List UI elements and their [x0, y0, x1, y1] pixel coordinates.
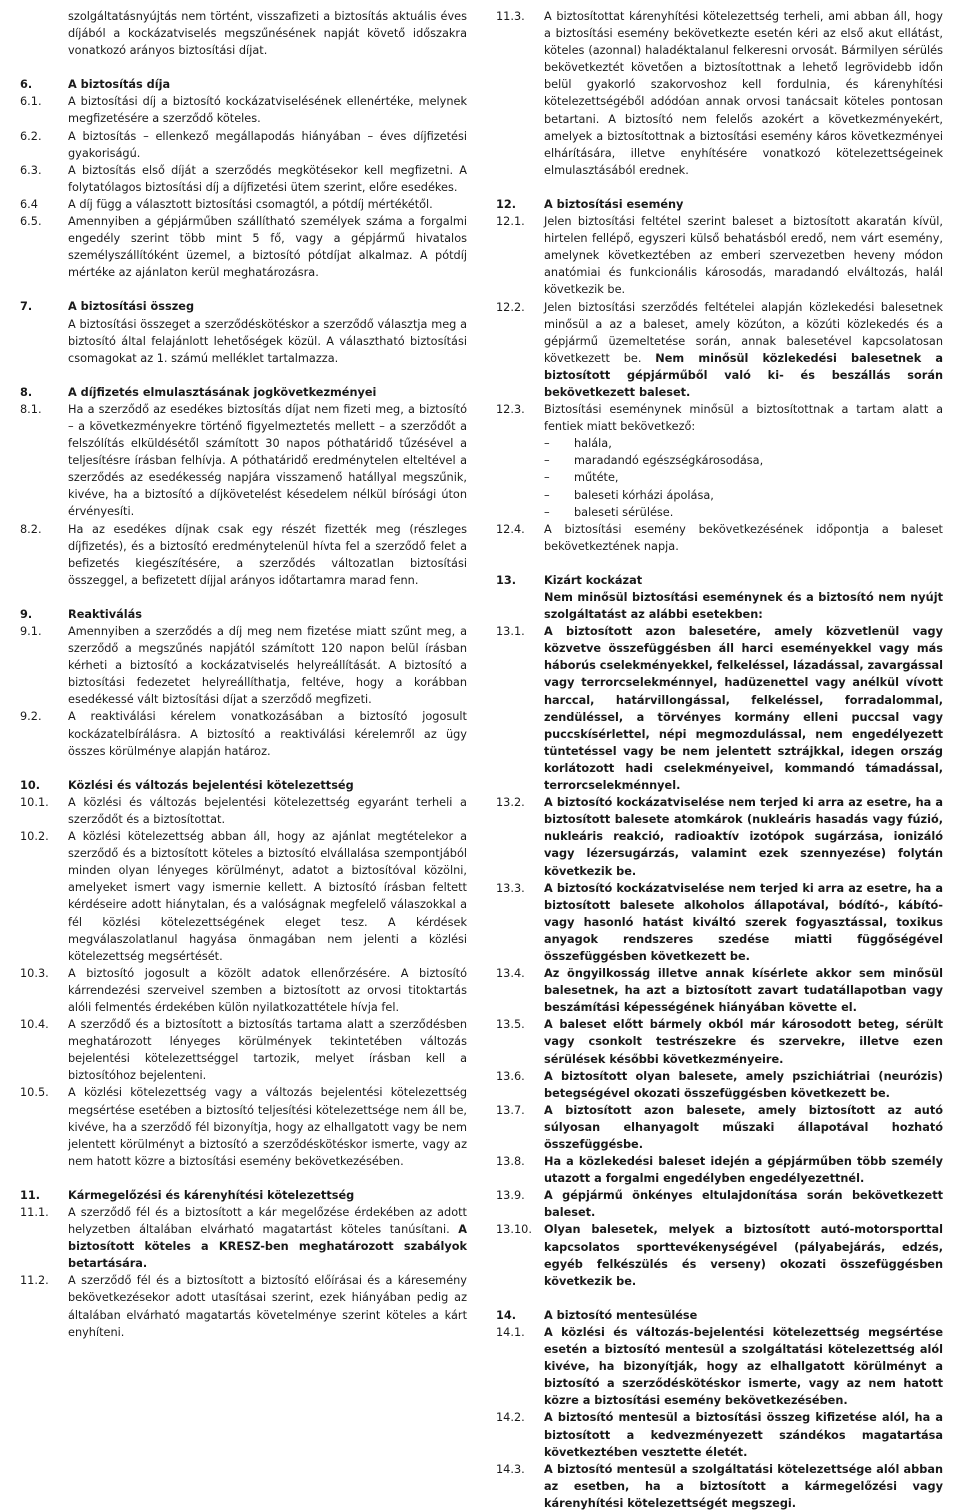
- paragraph-text: Nem minősül biztosítási eseménynek és a biztosító nem nyújt szolgáltatást az alábbi esetekben:: [544, 591, 943, 622]
- paragraph-number: 12.4.: [496, 522, 525, 536]
- list-item: – műtéte,: [544, 469, 943, 486]
- paragraph-intro: [20, 8, 467, 59]
- paragraph-text: A biztosítási esemény bekövetkezésének időpontja a baleset bekövetkeztének napja.: [544, 522, 943, 553]
- paragraph-number: 14.1.: [496, 1325, 525, 1339]
- paragraph-text: A baleset előtt bármely okból már károsodott beteg, sérült vagy csonkolt testrészekre és szervekre, illetve ezen sérülések későbbi következményeire.: [544, 1018, 943, 1066]
- paragraph-text: [68, 1204, 467, 1272]
- dash-bullet-icon: –: [544, 454, 550, 468]
- paragraph-13-3: [496, 880, 943, 965]
- paragraph-text-bold: Nem minősül közlekedési balesetnek a biztosított gépjárműből való ki- és beszállás során bekövetkezett baleset.: [544, 351, 944, 399]
- paragraph-10-3: [20, 965, 467, 1016]
- paragraph-number: 10.5.: [20, 1086, 49, 1100]
- paragraph-13-2: [496, 794, 943, 879]
- paragraph-text: A biztosító mentesül a biztosítási összeg kifizetése alól, ha a biztosított a kedvezményezett szándékos magatartása következtében vesztette életét.: [544, 1411, 943, 1459]
- paragraph-text: A díj függ a választott biztosítási csomagtól, a pótdíj mértékétől.: [68, 197, 433, 211]
- section-number: 8.: [20, 385, 33, 399]
- paragraph-text: A biztosító kockázatviselése nem terjed ki arra az esetre, ha a biztosított balesete atomkárok (nukleáris hasadás vagy fúzió, nukleáris reakció, radioaktív izotópok sugárzása, ionizáló vagy lézersugárzás, valamint ezek szennyezése) folytán következik be.: [544, 796, 943, 878]
- paragraph-11-1: [20, 1204, 467, 1272]
- section-heading-14: [496, 1307, 943, 1324]
- dash-bullet-icon: –: [544, 505, 550, 519]
- section-heading-12: [496, 196, 943, 213]
- paragraph-text: A szerződő és a biztosított a biztosítás tartama alatt a szerződésben meghatározott lényeges körülmények tekintetében változás bejelentési kötelezettséggel tartozik, melyet írásban kell a biztosítóhoz bejelenteni.: [68, 1018, 467, 1083]
- paragraph-text: Olyan balesetek, melyek a biztosított autó-motorsporttal kapcsolatos sporttevékenységével (pályabejárás, edzés, egyéb felkészülés és verseny) okozati összefüggésben következik be.: [544, 1223, 943, 1288]
- paragraph-text: Amennyiben a gépjárműben szállítható személyek száma a forgalmi engedély szerint több mint 5 fő, vagy a gépjármű hivatalos személyszállítóként üzemel, a biztosító pótdíjat alkalmaz. A pótdíj mértéke az ajánlaton kerül meghatározásra.: [68, 215, 467, 280]
- paragraph-11-2: [20, 1272, 467, 1340]
- paragraph-number: [20, 8, 68, 59]
- section-title: Kármegelőzési és kárenyhítési kötelezettség: [68, 1188, 355, 1202]
- paragraph-8-1: [20, 401, 467, 521]
- paragraph-number: 11.2.: [20, 1274, 49, 1288]
- paragraph-text: A biztosított olyan balesete, amely pszichiátriai (neurózis) betegségével okozati összefüggésben következett be.: [544, 1069, 943, 1100]
- paragraph-text: A szerződő fél és a biztosított a biztosító előírásai és a káresemény bekövetkezésekor adott utasításai szerint, ezek hiányában pedig az általában elvárható magatartás követelménye szerint köteles a kárt enyhíteni.: [68, 1274, 467, 1339]
- section-number: 6.: [20, 78, 33, 92]
- paragraph-10-2: [20, 828, 467, 965]
- paragraph-number: 6.2.: [20, 129, 42, 143]
- paragraph-number: 11.1.: [20, 1206, 49, 1219]
- paragraph-11-3: [496, 8, 943, 179]
- paragraph-text-regular: Jelen biztosítási szerződés feltételei alapján közlekedési balesetnek minősül a az a baleset, amely közúton, a közúti közlekedés és a gépjármű üzemeltetése során, annak balesetével kapcsolatosan következett be.: [544, 300, 943, 365]
- section-title: A díjfizetés elmulasztásának jogkövetkezményei: [68, 385, 377, 399]
- paragraph-number: 12.3.: [496, 403, 525, 417]
- paragraph-text: [544, 401, 943, 521]
- section-heading-13: [496, 572, 943, 589]
- paragraph-text-regular: A szerződő fél és a biztosított a kár megelőzése érdekében az adott helyzetben általában elvárható magatartást köteles tanúsítani.: [68, 1206, 467, 1237]
- section-number: 11.: [20, 1188, 41, 1202]
- section-heading-6: [20, 76, 467, 93]
- paragraph-number: 14.2.: [496, 1411, 525, 1425]
- paragraph-text: A biztosító jogosult a közölt adatok ellenőrzésére. A biztosító kárrendezési szerveivel szemben a biztosított az orvosi titoktartás alóli felmentés érdekében külön nyilatkozattétele hívja fel.: [68, 966, 467, 1014]
- list-item: – baleseti kórházi ápolása,: [544, 487, 943, 504]
- section-number: 10.: [20, 778, 41, 792]
- paragraph-number: 13.8.: [496, 1155, 525, 1169]
- paragraph-10-4: [20, 1016, 467, 1084]
- paragraph-13-10: [496, 1221, 943, 1289]
- paragraph-number: 14.3.: [496, 1462, 525, 1476]
- paragraph-number: 6.3.: [20, 163, 42, 177]
- paragraph-13-6: [496, 1068, 943, 1102]
- paragraph-number: 6.4: [20, 197, 38, 211]
- paragraph-text: A biztosítás első díját a szerződés megkötésekor kell megfizetni. A folytatólagos biztosítási díj a díjfizetési ütem szerint, előre esedékes.: [68, 163, 467, 194]
- event-list: [544, 435, 943, 520]
- paragraph-12-4: [496, 521, 943, 555]
- paragraph-text: Ha az esedékes díjnak csak egy részét fizették meg (részleges díjfizetés), és a biztosító eredménytelenül hívta fel a szerződő felet a befizetés kiegészítésére, a szerződés változatlan biztosítási összeggel, a befizetett díjjal arányos időtartamra marad fenn.: [68, 522, 467, 587]
- paragraph-number: 9.1.: [20, 625, 42, 638]
- paragraph-14-1: [496, 1324, 943, 1409]
- paragraph-number: 12.1.: [496, 215, 525, 229]
- paragraph-number: 13.6.: [496, 1069, 525, 1083]
- paragraph-text: A biztosítási díj a biztosító kockázatviselésének ellenértéke, melynek megfizetésére a szerződő köteles.: [68, 95, 467, 126]
- paragraph-number: 13.7.: [496, 1103, 525, 1117]
- paragraph-text: [544, 299, 943, 402]
- section-number: 12.: [496, 197, 517, 211]
- paragraph-text: A biztosítás – ellenkező megállapodás hiányában – éves díjfizetési gyakoriságú.: [68, 129, 467, 160]
- section-number: 14.: [496, 1308, 517, 1322]
- paragraph-text-regular: Biztosítási eseménynek minősül a biztosítottnak a tartam alatt a fentiek miatt bekövetkező:: [544, 403, 943, 434]
- paragraph-text: A közlési kötelezettség abban áll, hogy az ajánlat megtételekor a szerződő és a biztosított köteles a biztosító elvállalása szempontjából minden olyan lényeges körülményt, adatot a biztosítóval közölni, amelyeket ismert vagy ismernie kellett. A biztosító írásban feltett kérdéseire adott hiánytalan, és a valóságnak megfelelő válaszokkal a fél közlési kötelezettségének eleget tesz. A kérdések megválaszolatlanul hagyása önmagában nem jelenti a közlési kötelezettség megsértését.: [68, 830, 467, 963]
- list-item: – maradandó egészségkárosodása,: [544, 452, 943, 469]
- right-column: [496, 8, 943, 1512]
- paragraph-13-intro: [496, 589, 943, 623]
- paragraph-number: 13.4.: [496, 967, 525, 981]
- section-title: Kizárt kockázat: [544, 573, 643, 587]
- paragraph-7: [20, 316, 467, 367]
- paragraph-number: 10.3.: [20, 966, 49, 980]
- paragraph-text: A biztosító kockázatviselése nem terjed ki arra az esetre, ha a biztosított balesete alkoholos állapotával, bódító-, kábító- vagy hasonló hatást kiváltó szerek fogyasztással, toxikus anyagok rendszeres szedése miatti függőségével összefüggésben következett be.: [544, 881, 943, 963]
- paragraph-number: 12.2.: [496, 300, 525, 314]
- paragraph-12-2: [496, 299, 943, 402]
- paragraph-9-2: [20, 708, 467, 759]
- section-heading-10: [20, 777, 467, 794]
- section-number: 7.: [20, 300, 33, 314]
- paragraph-10-5: [20, 1084, 467, 1169]
- paragraph-number: 13.3.: [496, 881, 525, 895]
- section-heading-7: [20, 298, 467, 315]
- paragraph-text: A biztosítási összeget a szerződéskötéskor a szerződő választja meg a biztosító által felajánlott lehetőségek közül. A választható biztosítási csomagokat az 1. számú melléklet tartalmazza.: [68, 317, 467, 365]
- paragraph-number: 13.5.: [496, 1018, 525, 1032]
- paragraph-13-5: [496, 1016, 943, 1067]
- paragraph-13-8: [496, 1153, 943, 1187]
- paragraph-text: Az öngyilkosság illetve annak kísérlete akkor sem minősül balesetnek, ha azt a biztosított zavart tudatállapotban vagy beszámítási képességének hiányában követte el.: [544, 967, 943, 1015]
- paragraph-number: 11.3.: [496, 10, 525, 23]
- paragraph-text: A közlési és változás-bejelentési kötelezettség megsértése esetén a biztosító mentesül a szolgáltatási kötelezettség alól kivéve, ha bizonyítják, hogy az elhallgatott körülményt a biztosító a szerződéskötéskor ismerte, vagy az nem hatott közre a biztosítási esemény bekövetkezésében.: [544, 1325, 943, 1408]
- section-heading-8: [20, 384, 467, 401]
- paragraph-number: 8.2.: [20, 522, 42, 536]
- section-number: 9.: [20, 607, 33, 621]
- paragraph-text: Jelen biztosítási feltétel szerint baleset a biztosított akaratán kívül, hirtelen fellépő, egyszeri külső behatásból eredő, nem várt esemény, amelynek következtében az emberi szervezetben heveny módon anatómiai és funkcionális károsodás, maradandó elváltozás, halál következik be.: [544, 215, 943, 297]
- paragraph-14-2: [496, 1409, 943, 1460]
- section-title: Reaktiválás: [68, 607, 142, 621]
- dash-bullet-icon: –: [544, 437, 550, 451]
- paragraph-text: A biztosított azon balesetére, amely közvetlenül vagy közvetve összefüggésben áll harci eseményekkel vagy más háborús cselekményekkel, felkeléssel, lázadással, zavargással vagy terrorcselekménnyel, hadüzenettel vagy anélkül vívott harccal, határvillongással, felkeléssel, forradalommal, zendüléssel, a törvényes kormány elleni puccsal vagy puccskísérlettel, népi megmozdulással, nem engedélyezett tüntetéssel vagy be nem jelentett sztrájkkal, idegen ország korlátozott hadi cselekményeivel, kommandó támadással, terrorcselekménnyel.: [544, 625, 943, 793]
- paragraph-text: A közlési kötelezettség vagy a változás bejelentési kötelezettség megsértése esetében a biztosító teljesítési kötelezettsége nem áll be, kivéve, ha a szerződő fél bizonyítja, hogy az elhallgatott vagy be nem jelentett körülményt a biztosító a szerződéskötéskor ismerte, vagy az nem hatott közre a biztosítási esemény bekövetkezésében.: [68, 1086, 467, 1168]
- paragraph-number: 10.4.: [20, 1018, 49, 1032]
- paragraph-number: 9.2.: [20, 710, 42, 724]
- paragraph-text: Amennyiben a szerződés a díj meg nem fizetése miatt szűnt meg, a szerződő a megszűnés napjától számított 120 napon belül írásban kérheti a biztosító a kockázatviselés helyreállítását. A biztosító a biztosítási fedezetet helyreállíthatja, feltéve, hogy a korábban esedékessé vált biztosítási díjat a szerződő megfizeti.: [68, 625, 467, 707]
- section-title: A biztosítási összeg: [68, 300, 195, 314]
- paragraph-number: 13.9.: [496, 1189, 525, 1203]
- list-item: – baleseti sérülése.: [544, 504, 943, 521]
- section-title: A biztosítás díja: [68, 78, 171, 92]
- paragraph-10-1: [20, 794, 467, 828]
- paragraph-number: 10.1.: [20, 795, 49, 809]
- list-item: – halála,: [544, 435, 943, 452]
- dash-bullet-icon: –: [544, 471, 550, 485]
- paragraph-6-1: [20, 93, 467, 127]
- dash-bullet-icon: –: [544, 488, 550, 502]
- paragraph-number: [496, 589, 544, 623]
- paragraph-text: A közlési és változás bejelentési kötelezettség egyaránt terheli a szerződőt és a biztosítottat.: [68, 795, 467, 826]
- paragraph-12-3: [496, 401, 943, 521]
- paragraph-text: Ha a közlekedési baleset idején a gépjárműben több személy utazott a forgalmi engedélyben engedélyezettnél.: [544, 1155, 943, 1186]
- paragraph-text: A gépjármű önkényes eltulajdonítása során bekövetkezett baleset.: [544, 1189, 943, 1220]
- paragraph-6-3: [20, 162, 467, 196]
- section-heading-9: [20, 606, 467, 623]
- section-heading-11: [20, 1187, 467, 1204]
- paragraph-6-2: [20, 128, 467, 162]
- paragraph-number: 8.1.: [20, 402, 42, 416]
- paragraph-14-3: [496, 1461, 943, 1512]
- paragraph-13-9: [496, 1187, 943, 1221]
- paragraph-text: A biztosító mentesül a szolgáltatási kötelezettsége alól abban az esetben, ha a biztosított a kármegelőzési vagy kárenyhítési kötelezettségét megszegi.: [544, 1462, 943, 1510]
- section-title: A biztosító mentesülése: [544, 1308, 698, 1322]
- paragraph-text: szolgáltatásnyújtás nem történt, visszafizeti a biztosítás aktuális éves díjából a kockázatviselés megszűnésének napját követő időszakra vonatkozó arányos biztosítási díjat.: [68, 10, 467, 58]
- paragraph-number: 13.1.: [496, 625, 525, 639]
- paragraph-13-4: [496, 965, 943, 1016]
- paragraph-12-1: [496, 213, 943, 298]
- left-column: [20, 8, 467, 1341]
- paragraph-text: A biztosítottat kárenyhítési kötelezettség terheli, ami abban áll, hogy a biztosítási esemény bekövetkezte esetén kéri az első akut ellátást, köteles (azonnal) haladéktalanul felkeresni orvosát. Bármilyen sérülés bekövetkeztét követően a biztosítottnak a lehető legrövidebb időn belül gyakorló szakorvoshoz kell fordulnia, és kárenyhítési kötelezettségéből adódóan annak orvosi tanácsait köteles pontosan betartani. A biztosító nem felelős azokért a következményekért, amelyek a biztosítottnak a biztosítási esemény káros következményei elhárítására, illetve enyhítésére vonatkozó kötelezettségeinek elmulasztásából erednek.: [544, 10, 943, 177]
- paragraph-number: 13.10.: [496, 1223, 532, 1237]
- section-title: Közlési és változás bejelentési kötelezettség: [68, 778, 354, 792]
- paragraph-text: A biztosított azon balesete, amely biztosított az autó súlyosan elhanyagolt műszaki állapotával hozható összefüggésbe.: [544, 1103, 943, 1151]
- paragraph-text-bold: A biztosított köteles a KRESZ-ben meghatározott szabályok betartására.: [68, 1223, 467, 1271]
- paragraph-number: 10.2.: [20, 830, 49, 844]
- paragraph-text: Ha a szerződő az esedékes biztosítás díjat nem fizeti meg, a biztosító – a következményekre történő figyelmeztetés mellett – a szerződőt a felszólítás elküldésétől számított 30 napos póthatáridő tűzésével a teljesítésre írásban felhívja. A póthatáridő eredménytelen elteltével a szerződés az esedékesség napjára visszamenő hatállyal megszűnik, kivéve, ha a biztosító a díjkövetelést késedelem nélkül bírósági úton érvényesíti.: [68, 402, 467, 519]
- paragraph-6-5: [20, 213, 467, 281]
- paragraph-number: 6.1.: [20, 95, 42, 109]
- section-title: A biztosítási esemény: [544, 197, 684, 211]
- paragraph-text: A reaktiválási kérelem vonatkozásában a biztosító jogosult kockázatelbírálásra. A biztosító a reaktiválási kérelemről az ügy összes körülménye alapján határoz.: [68, 710, 467, 758]
- section-number: 13.: [496, 573, 517, 587]
- paragraph-13-1: [496, 623, 943, 794]
- paragraph-9-1: [20, 623, 467, 708]
- paragraph-8-2: [20, 521, 467, 589]
- paragraph-6-4: [20, 196, 467, 213]
- paragraph-13-7: [496, 1102, 943, 1153]
- paragraph-number: 6.5.: [20, 215, 42, 229]
- paragraph-number: [20, 316, 68, 367]
- paragraph-number: 13.2.: [496, 796, 525, 810]
